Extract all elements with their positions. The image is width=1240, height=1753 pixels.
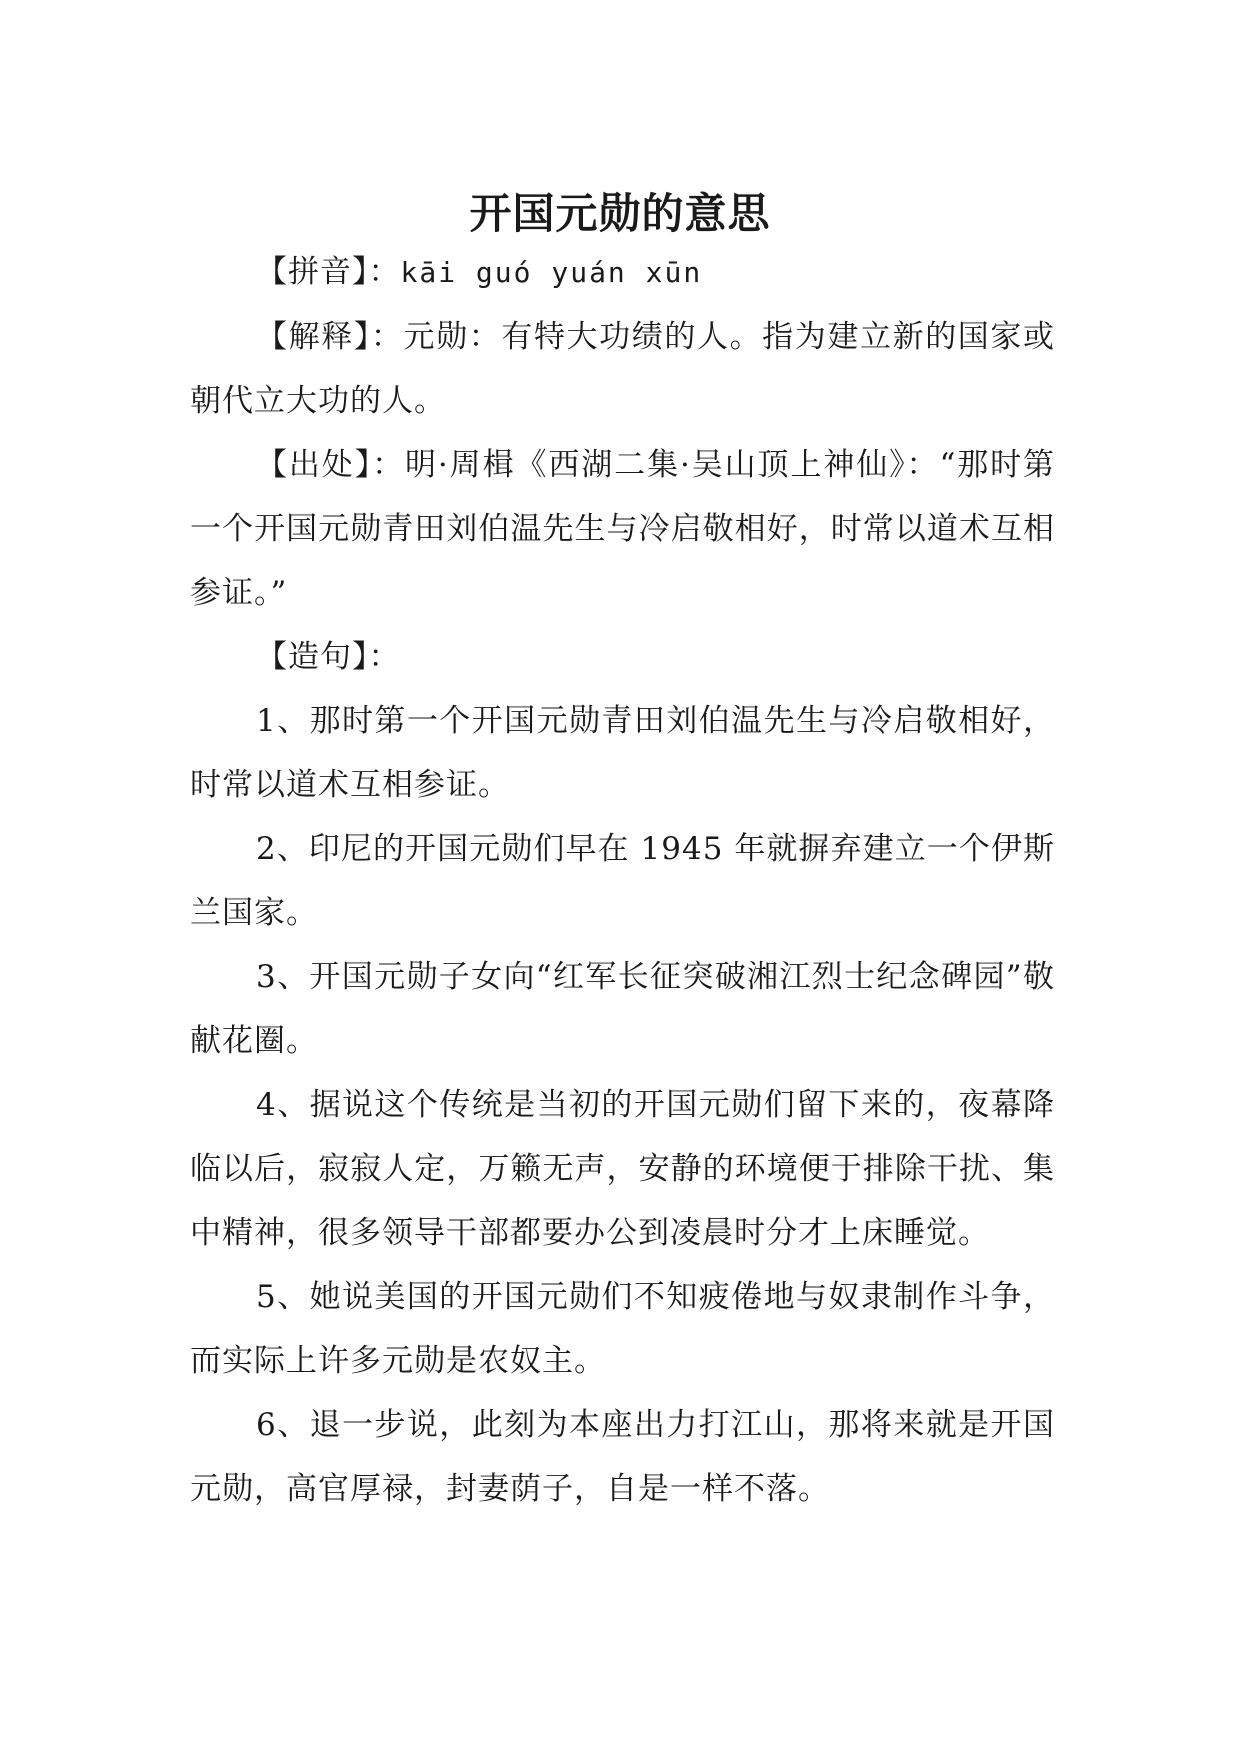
explanation-text: 元勋：有特大功绩的人。指为建立新的国家或朝代立大功的人。 [190,319,1056,419]
example-sentence-1: 1、那时第一个开国元勋青田刘伯温先生与冷启敬相好，时常以道术互相参证。 [190,703,1055,803]
document-body [190,240,1055,1521]
examples-heading [190,625,1055,689]
example-sentence-5: 5、她说美国的开国元勋们不知疲倦地与奴隶制作斗争，而实际上许多元勋是农奴主。 [190,1279,1055,1379]
example-sentence-2: 2、印尼的开国元勋们早在 1945 年就摒弃建立一个伊斯兰国家。 [190,831,1055,931]
source-paragraph [190,433,1055,625]
source-text: 明·周楫《西湖二集·吴山顶上神仙》：“那时第一个开国元勋青田刘伯温先生与冷启敬相好，时常以道术互相参证。” [190,447,1056,611]
pinyin-value: kāi guó yuán xūn [400,256,703,289]
example-sentence-4: 4、据说这个传统是当初的开国元勋们留下来的，夜幕降临以后，寂寂人定，万籁无声，安静的环境便于排除干扰、集中精神，很多领导干部都要办公到凌晨时分才上床睡觉。 [190,1087,1055,1251]
examples-label: 【造句】： [256,639,401,675]
example-sentence-3: 3、开国元勋子女向“红军长征突破湘江烈士纪念碑园”敬献花圈。 [190,959,1055,1059]
example-sentence-6: 6、退一步说，此刻为本座出力打江山，那将来就是开国元勋，高官厚禄，封妻荫子，自是一样不落。 [190,1407,1055,1507]
explanation-label: 【解释】： [256,319,404,355]
source-label: 【出处】： [256,447,406,483]
page-title: 开国元勋的意思 [469,189,771,239]
explanation-paragraph [190,305,1055,433]
pinyin-label: 【拼音】： [256,254,401,290]
pinyin-paragraph [190,240,1055,305]
